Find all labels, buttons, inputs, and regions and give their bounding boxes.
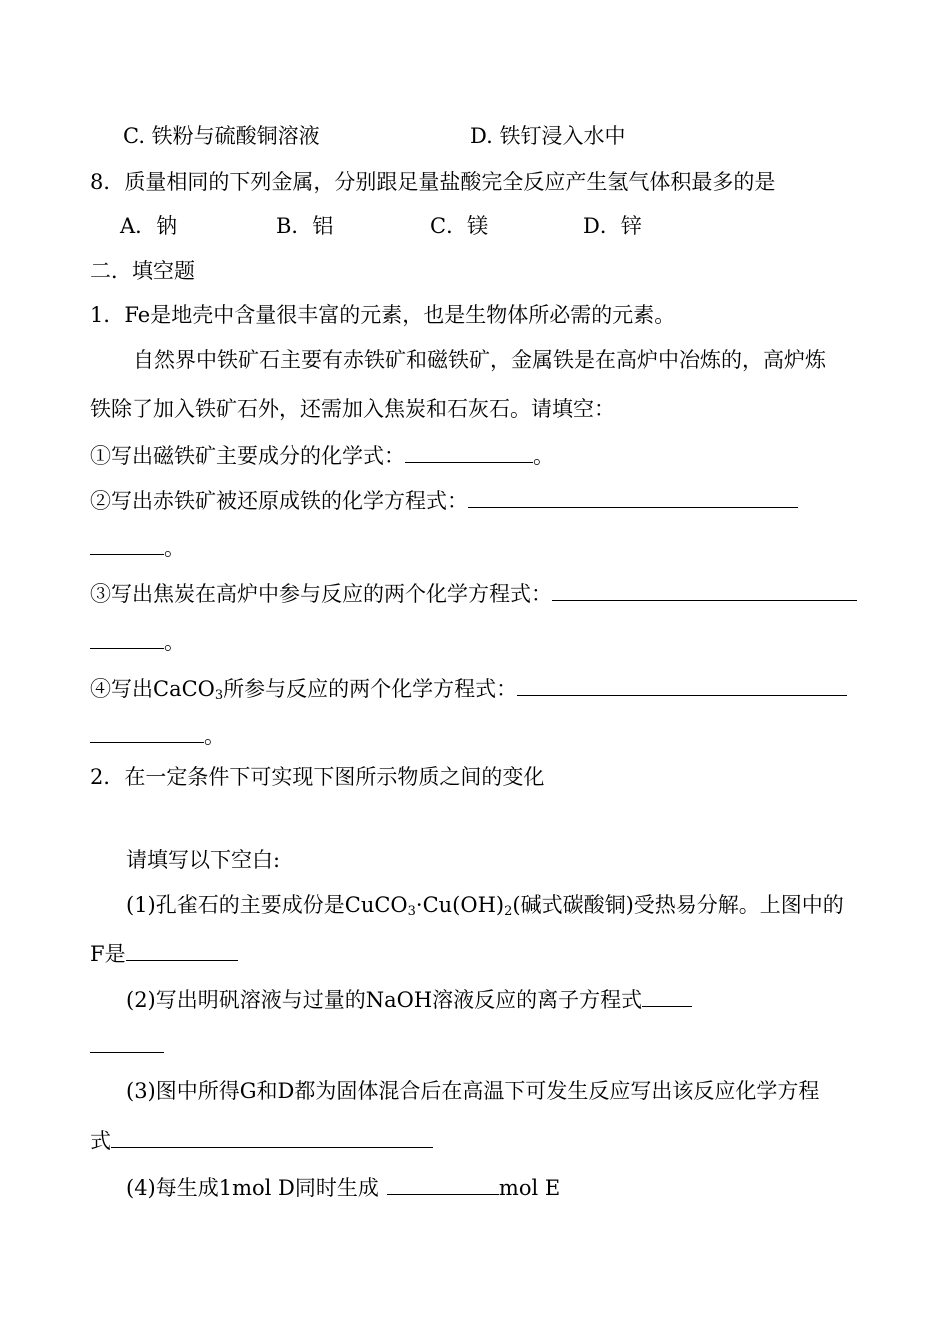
q2-part1 bbox=[126, 891, 844, 926]
q1-item4-text-pre: ④写出CaCO bbox=[90, 677, 215, 701]
q8-stem: 8．质量相同的下列金属，分别跟足量盐酸完全反应产生氢气体积最多的是 bbox=[90, 170, 776, 194]
q1-item4-continuation bbox=[90, 720, 225, 750]
q2-instruction: 请填写以下空白: bbox=[126, 848, 281, 872]
q1-item4 bbox=[90, 673, 847, 710]
answer-blank[interactable] bbox=[405, 440, 533, 463]
answer-blank[interactable] bbox=[387, 1172, 499, 1195]
q1-paragraph-line2: 铁除了加入铁矿石外，还需加入焦炭和石灰石。请填空： bbox=[90, 397, 615, 421]
q1-item1 bbox=[90, 440, 554, 470]
subscript: 3 bbox=[214, 688, 224, 703]
subscript: 2 bbox=[504, 904, 513, 919]
q8-option-c: C．镁 bbox=[430, 214, 489, 238]
answer-blank[interactable] bbox=[90, 1030, 164, 1053]
q2-part1-post: (碱式碳酸铜)受热易分解。上图中的 bbox=[512, 893, 844, 917]
section-heading: 二．填空题 bbox=[90, 259, 195, 283]
q2-part4 bbox=[126, 1172, 560, 1202]
q1-item2 bbox=[90, 485, 798, 515]
answer-blank[interactable] bbox=[111, 1125, 433, 1148]
q8-option-d: D．锌 bbox=[583, 214, 642, 238]
q1-item2-continuation bbox=[90, 532, 185, 562]
q2-part1-pre: (1)孔雀石的主要成份是CuCO bbox=[126, 893, 408, 917]
q2-part1-f-label: F是 bbox=[90, 942, 126, 966]
answer-blank[interactable] bbox=[517, 673, 847, 696]
answer-blank[interactable] bbox=[90, 532, 164, 555]
q2-part2-text: (2)写出明矾溶液与过量的NaOH溶液反应的离子方程式 bbox=[126, 988, 643, 1012]
answer-blank[interactable] bbox=[90, 626, 164, 649]
q2-part3-line1: (3)图中所得G和D都为固体混合后在高温下可发生反应写出该反应化学方程 bbox=[126, 1079, 820, 1103]
end-mark: 。 bbox=[533, 444, 554, 468]
q2-part4-pre: (4)每生成1mol D同时生成 bbox=[126, 1176, 379, 1200]
end-mark: 。 bbox=[204, 724, 225, 748]
end-mark: 。 bbox=[164, 630, 185, 654]
q2-part1-line2 bbox=[90, 938, 238, 968]
q8-option-a: A．钠 bbox=[120, 214, 178, 238]
q1-item4-text-post: 所参与反应的两个化学方程式： bbox=[223, 677, 518, 701]
q1-stem: 1．Fe是地壳中含量很丰富的元素，也是生物体所必需的元素。 bbox=[90, 303, 676, 327]
q1-paragraph-line1: 自然界中铁矿石主要有赤铁矿和磁铁矿，金属铁是在高炉中冶炼的，高炉炼 bbox=[133, 348, 826, 372]
q2-part3-label: 式 bbox=[90, 1129, 111, 1153]
q2-stem: 2．在一定条件下可实现下图所示物质之间的变化 bbox=[90, 765, 545, 789]
q1-item1-text: ①写出磁铁矿主要成分的化学式： bbox=[90, 444, 405, 468]
answer-blank[interactable] bbox=[90, 720, 204, 743]
q1-item3-continuation bbox=[90, 626, 185, 656]
q1-item3 bbox=[90, 578, 857, 608]
q1-item2-text: ②写出赤铁矿被还原成铁的化学方程式： bbox=[90, 489, 468, 513]
q2-part1-mid: ·Cu(OH) bbox=[415, 893, 505, 917]
q2-part4-post: mol E bbox=[498, 1176, 561, 1200]
answer-blank[interactable] bbox=[126, 938, 238, 961]
q8-option-b: B．铝 bbox=[276, 214, 334, 238]
q2-part3-line2 bbox=[90, 1125, 433, 1155]
answer-blank[interactable] bbox=[552, 578, 857, 601]
q7-option-c: C. 铁粉与硫酸铜溶液 bbox=[123, 124, 320, 148]
answer-blank[interactable] bbox=[468, 485, 798, 508]
q2-part2 bbox=[126, 984, 692, 1014]
q7-option-d: D. 铁钉浸入水中 bbox=[470, 124, 626, 148]
subscript: 3 bbox=[407, 904, 416, 919]
end-mark: 。 bbox=[164, 536, 185, 560]
q2-part2-continuation bbox=[90, 1030, 164, 1060]
answer-blank[interactable] bbox=[642, 984, 692, 1007]
q1-item3-text: ③写出焦炭在高炉中参与反应的两个化学方程式： bbox=[90, 582, 552, 606]
